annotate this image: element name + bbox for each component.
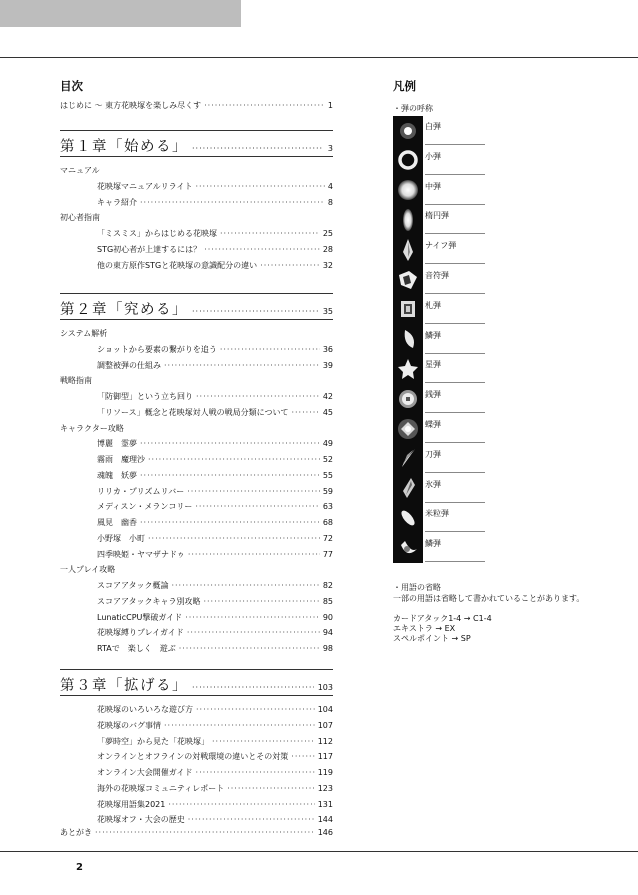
- toc-entry-page: 55: [322, 470, 333, 480]
- chapter-rule: [60, 130, 333, 131]
- toc-entry: [97, 799, 333, 810]
- bullet-name-label: 鱗弾: [425, 325, 485, 354]
- leader-dots: [196, 767, 315, 778]
- coin-bullet-icon: [393, 384, 423, 413]
- section-heading: システム解析: [60, 329, 108, 338]
- toc-entry: [97, 244, 333, 255]
- section-heading: 戦略指南: [60, 376, 92, 386]
- leader-dots: [148, 454, 320, 465]
- toc-entry: [97, 596, 333, 607]
- rice-bullet-icon: [393, 503, 423, 532]
- toc-entry-page: 36: [322, 344, 333, 354]
- legend-title: 凡例: [393, 79, 416, 93]
- leader-dots: [196, 704, 315, 715]
- chapter-page: 35: [322, 307, 333, 316]
- leader-dots: [179, 643, 320, 654]
- toc-entry-title: 他の東方原作STGと花映塚の意識配分の違い: [97, 260, 258, 270]
- toc-entry-page: 144: [317, 815, 333, 825]
- bullet-name-label: 刀弾: [425, 444, 485, 473]
- toc-entry-title: 花映塚縛りプレイガイド: [97, 628, 184, 638]
- leader-dots: [227, 783, 315, 794]
- leader-dots: [140, 197, 325, 208]
- leader-dots: [187, 627, 320, 638]
- leader-dots: [220, 344, 320, 355]
- scale2-bullet-icon: [393, 533, 423, 562]
- toc-entry-title: LunaticCPU撃破ガイド: [97, 612, 183, 622]
- bullet-name-label: 楕円弾: [425, 205, 485, 234]
- ice-bullet-icon: [393, 474, 423, 503]
- chapter-title: 第３章「拡げる」: [60, 678, 188, 694]
- toc-entry-title: 花映塚マニュアルリライト: [97, 181, 193, 191]
- toc-entry-title: リリカ・プリズムリバー: [97, 486, 185, 496]
- toc-entry-title: メディスン・メランコリー: [97, 502, 193, 512]
- leader-dots: [148, 533, 320, 544]
- toc-entry-page: 59: [322, 486, 333, 496]
- chapter-heading: [60, 674, 333, 694]
- toc-entry: [97, 344, 333, 355]
- small-bullet-icon: [393, 146, 423, 175]
- chapter-rule: [60, 669, 333, 670]
- toc-entry-title: STG初心者が上達するには？: [97, 244, 202, 254]
- toc-entry: [97, 517, 333, 528]
- bullet-name-label: 小弾: [425, 146, 485, 175]
- toc-entry-title: 花映塚のいろいろな遊び方: [97, 705, 193, 714]
- leader-dots: [140, 438, 320, 449]
- abbr-item: カードアタック1-4 → C1-4: [393, 614, 492, 623]
- sword-bullet-icon: [393, 444, 423, 473]
- chapter-rule: [60, 156, 333, 157]
- toc-entry: [97, 751, 333, 762]
- toc-entry: [97, 438, 333, 449]
- toc-afterword: [60, 827, 333, 838]
- toc-entry: [97, 549, 333, 560]
- bullet-name-label: 米粒弾: [425, 503, 485, 532]
- toc-entry-page: 68: [322, 518, 333, 527]
- section-heading: マニュアル: [60, 166, 100, 175]
- leader-dots: [188, 549, 320, 560]
- toc-entry-title: 「防御型」という立ち回り: [97, 392, 193, 401]
- chapter-title: 第１章「始める」: [60, 139, 188, 155]
- toc-entry-page: 85: [322, 596, 333, 606]
- toc-entry-page: 123: [317, 783, 333, 793]
- note-bullet-icon: [393, 265, 423, 294]
- toc-entry-page: 98: [322, 644, 333, 653]
- leader-dots: [192, 307, 319, 316]
- toc-entry: [97, 197, 333, 208]
- leader-dots: [204, 100, 325, 111]
- chapter-heading: [60, 298, 333, 318]
- toc-entry-title: 「リソース」概念と花映塚対人戦の戦局分類について: [97, 407, 289, 417]
- chapter-rule: [60, 293, 333, 294]
- toc-entry: [97, 704, 333, 715]
- toc-entry-page: 25: [322, 229, 333, 238]
- leader-dots: [164, 720, 315, 731]
- toc-entry-title: 博麗 霊夢: [97, 439, 137, 449]
- bullet-name-label: ナイフ弾: [425, 235, 485, 264]
- leader-dots: [187, 486, 320, 497]
- toc-entry: [97, 407, 333, 418]
- leader-dots: [164, 360, 320, 371]
- chapter-heading: [60, 135, 333, 155]
- toc-entry: [97, 181, 333, 192]
- bullet-image-strip: [393, 116, 423, 563]
- bullet-name-label: 音符弾: [425, 265, 485, 294]
- leader-dots: [291, 751, 314, 762]
- toc-entry-page: 146: [317, 828, 333, 837]
- toc-entry-page: 32: [322, 260, 333, 270]
- bullet-name-label: 蝶弾: [425, 414, 485, 443]
- leader-dots: [291, 407, 319, 418]
- toc-entry-page: 117: [317, 752, 333, 762]
- leader-dots: [203, 596, 319, 607]
- toc-entry-page: 52: [322, 455, 333, 464]
- bullet-name-label: 白弾: [425, 116, 485, 145]
- section-heading: キャラクター攻略: [60, 423, 124, 433]
- toc-entry: [97, 643, 333, 654]
- toc-entry: [97, 783, 333, 794]
- toc-entry-page: 63: [322, 502, 333, 512]
- toc-entry-page: 119: [317, 768, 333, 777]
- butterfly-bullet-icon: [393, 414, 423, 443]
- toc-entry: [97, 720, 333, 731]
- toc-entry-page: 28: [322, 244, 333, 254]
- white-bullet-icon: [393, 116, 423, 145]
- toc-entry-page: 77: [322, 549, 333, 559]
- toc-entry: [97, 501, 333, 512]
- toc-entry-page: 72: [322, 533, 333, 543]
- toc-entry-title: 霧雨 魔理沙: [97, 455, 145, 464]
- toc-entry-page: 107: [317, 720, 333, 730]
- toc-entry-page: 4: [327, 181, 333, 191]
- leader-dots: [204, 244, 320, 255]
- toc-entry-title: 花映塚のバグ事情: [97, 720, 161, 730]
- bullet-name-label: 銭弾: [425, 384, 485, 413]
- toc-entry-page: 131: [317, 799, 333, 809]
- leader-dots: [171, 580, 319, 591]
- oval-bullet-icon: [393, 205, 423, 234]
- leader-dots: [168, 799, 314, 810]
- toc-entry: [97, 814, 333, 825]
- toc-entry-title: 調整被弾の仕組み: [97, 360, 161, 370]
- toc-entry: [97, 736, 333, 747]
- toc-entry-page: 42: [322, 392, 333, 401]
- toc-entry-title: ショットから要素の繋がりを追う: [97, 344, 217, 354]
- toc-title: 目次: [60, 79, 83, 93]
- toc-entry-title: キャラ紹介: [97, 197, 137, 207]
- leader-dots: [95, 827, 315, 838]
- toc-entry-page: 49: [322, 439, 333, 449]
- toc-entry: [97, 533, 333, 544]
- page-number: 2: [76, 862, 83, 873]
- knife-bullet-icon: [393, 235, 423, 264]
- toc-entry-title: 花映塚用語集2021: [97, 799, 166, 809]
- toc-entry-title: RTAで 楽しく 遊ぶ: [97, 644, 176, 653]
- toc-entry: [97, 627, 333, 638]
- toc-entry-title: 小野塚 小町: [97, 533, 145, 543]
- toc-entry-title: オンラインとオフラインの対戦環境の違いとその対策: [97, 752, 289, 762]
- toc-entry-page: 104: [317, 705, 333, 714]
- bullet-name-label: 氷弾: [425, 474, 485, 503]
- leader-dots: [188, 814, 315, 825]
- toc-entry-title: 風見 幽香: [97, 518, 137, 527]
- bullet-name-label: 鱗弾: [425, 533, 485, 562]
- toc-intro: [60, 100, 333, 111]
- toc-entry: [97, 486, 333, 497]
- toc-entry-title: 花映塚オフ・大会の歴史: [97, 815, 185, 825]
- top-rule: [0, 57, 638, 58]
- bullet-name-label: 中弾: [425, 176, 485, 205]
- header-tab-bar: [0, 0, 241, 27]
- leader-dots: [195, 181, 324, 192]
- talisman-bullet-icon: [393, 295, 423, 324]
- chapter-page: 3: [327, 144, 333, 153]
- abbr-caption: ・用語の省略: [393, 583, 441, 592]
- chapter-title: 第２章「究める」: [60, 302, 188, 318]
- medium-bullet-icon: [393, 176, 423, 205]
- section-heading: 一人プレイ攻略: [60, 565, 116, 575]
- toc-entry-title: 四季映姫・ヤマザナドゥ: [97, 549, 185, 559]
- toc-entry-title: 「夢時空」から見た「花映塚」: [97, 736, 209, 746]
- chapter-rule: [60, 695, 333, 696]
- leader-dots: [220, 228, 320, 239]
- chapter-rule: [60, 319, 333, 320]
- toc-entry-page: 8: [327, 197, 333, 207]
- leader-dots: [140, 517, 320, 528]
- abbr-item: スペルポイント → SP: [393, 634, 471, 643]
- toc-entry-title: オンライン大会開催ガイド: [97, 768, 193, 777]
- leader-dots: [185, 612, 320, 623]
- leader-dots: [196, 391, 320, 402]
- abbr-item: エキストラ → EX: [393, 624, 456, 633]
- toc-entry: [97, 454, 333, 465]
- toc-entry: [97, 391, 333, 402]
- star-bullet-icon: [393, 354, 423, 383]
- toc-entry: [97, 260, 333, 271]
- bottom-rule: [0, 851, 638, 852]
- toc-entry-title: はじめに 〜 東方花映塚を楽しみ尽くす: [60, 101, 202, 110]
- toc-entry-page: 94: [322, 628, 333, 638]
- abbr-note: 一部の用語は省略して書かれていることがあります。: [393, 594, 585, 603]
- toc-entry-title: あとがき: [60, 828, 92, 837]
- leader-dots: [195, 501, 319, 512]
- toc-entry: [97, 612, 333, 623]
- leader-dots: [260, 260, 320, 271]
- leader-dots: [192, 144, 324, 153]
- toc-entry: [97, 228, 333, 239]
- toc-entry-title: 「ミスミス」からはじめる花映塚: [97, 229, 217, 238]
- toc-entry-page: 45: [322, 407, 333, 417]
- toc-entry-title: 魂魄 妖夢: [97, 470, 137, 480]
- chapter-page: 103: [317, 683, 333, 692]
- toc-entry-page: 112: [317, 736, 333, 746]
- toc-entry-title: 海外の花映塚コミュニティレポート: [97, 783, 225, 793]
- toc-entry: [97, 360, 333, 371]
- bullets-caption: ・弾の呼称: [393, 104, 433, 113]
- toc-entry-page: 90: [322, 612, 333, 622]
- bullet-name-label: 札弾: [425, 295, 485, 324]
- toc-entry: [97, 767, 333, 778]
- leader-dots: [140, 470, 320, 481]
- toc-entry-page: 39: [322, 360, 333, 370]
- toc-entry-title: スコアアタックキャラ別攻略: [97, 596, 201, 606]
- toc-entry: [97, 470, 333, 481]
- bullet-name-label: 星弾: [425, 354, 485, 383]
- toc-entry-page: 1: [327, 101, 333, 110]
- toc-entry: [97, 580, 333, 591]
- toc-entry-title: スコアアタック概論: [97, 581, 169, 590]
- leader-dots: [212, 736, 315, 747]
- section-heading: 初心者指南: [60, 213, 100, 223]
- scale-bullet-icon: [393, 325, 423, 354]
- toc-entry-page: 82: [322, 581, 333, 590]
- leader-dots: [192, 683, 314, 692]
